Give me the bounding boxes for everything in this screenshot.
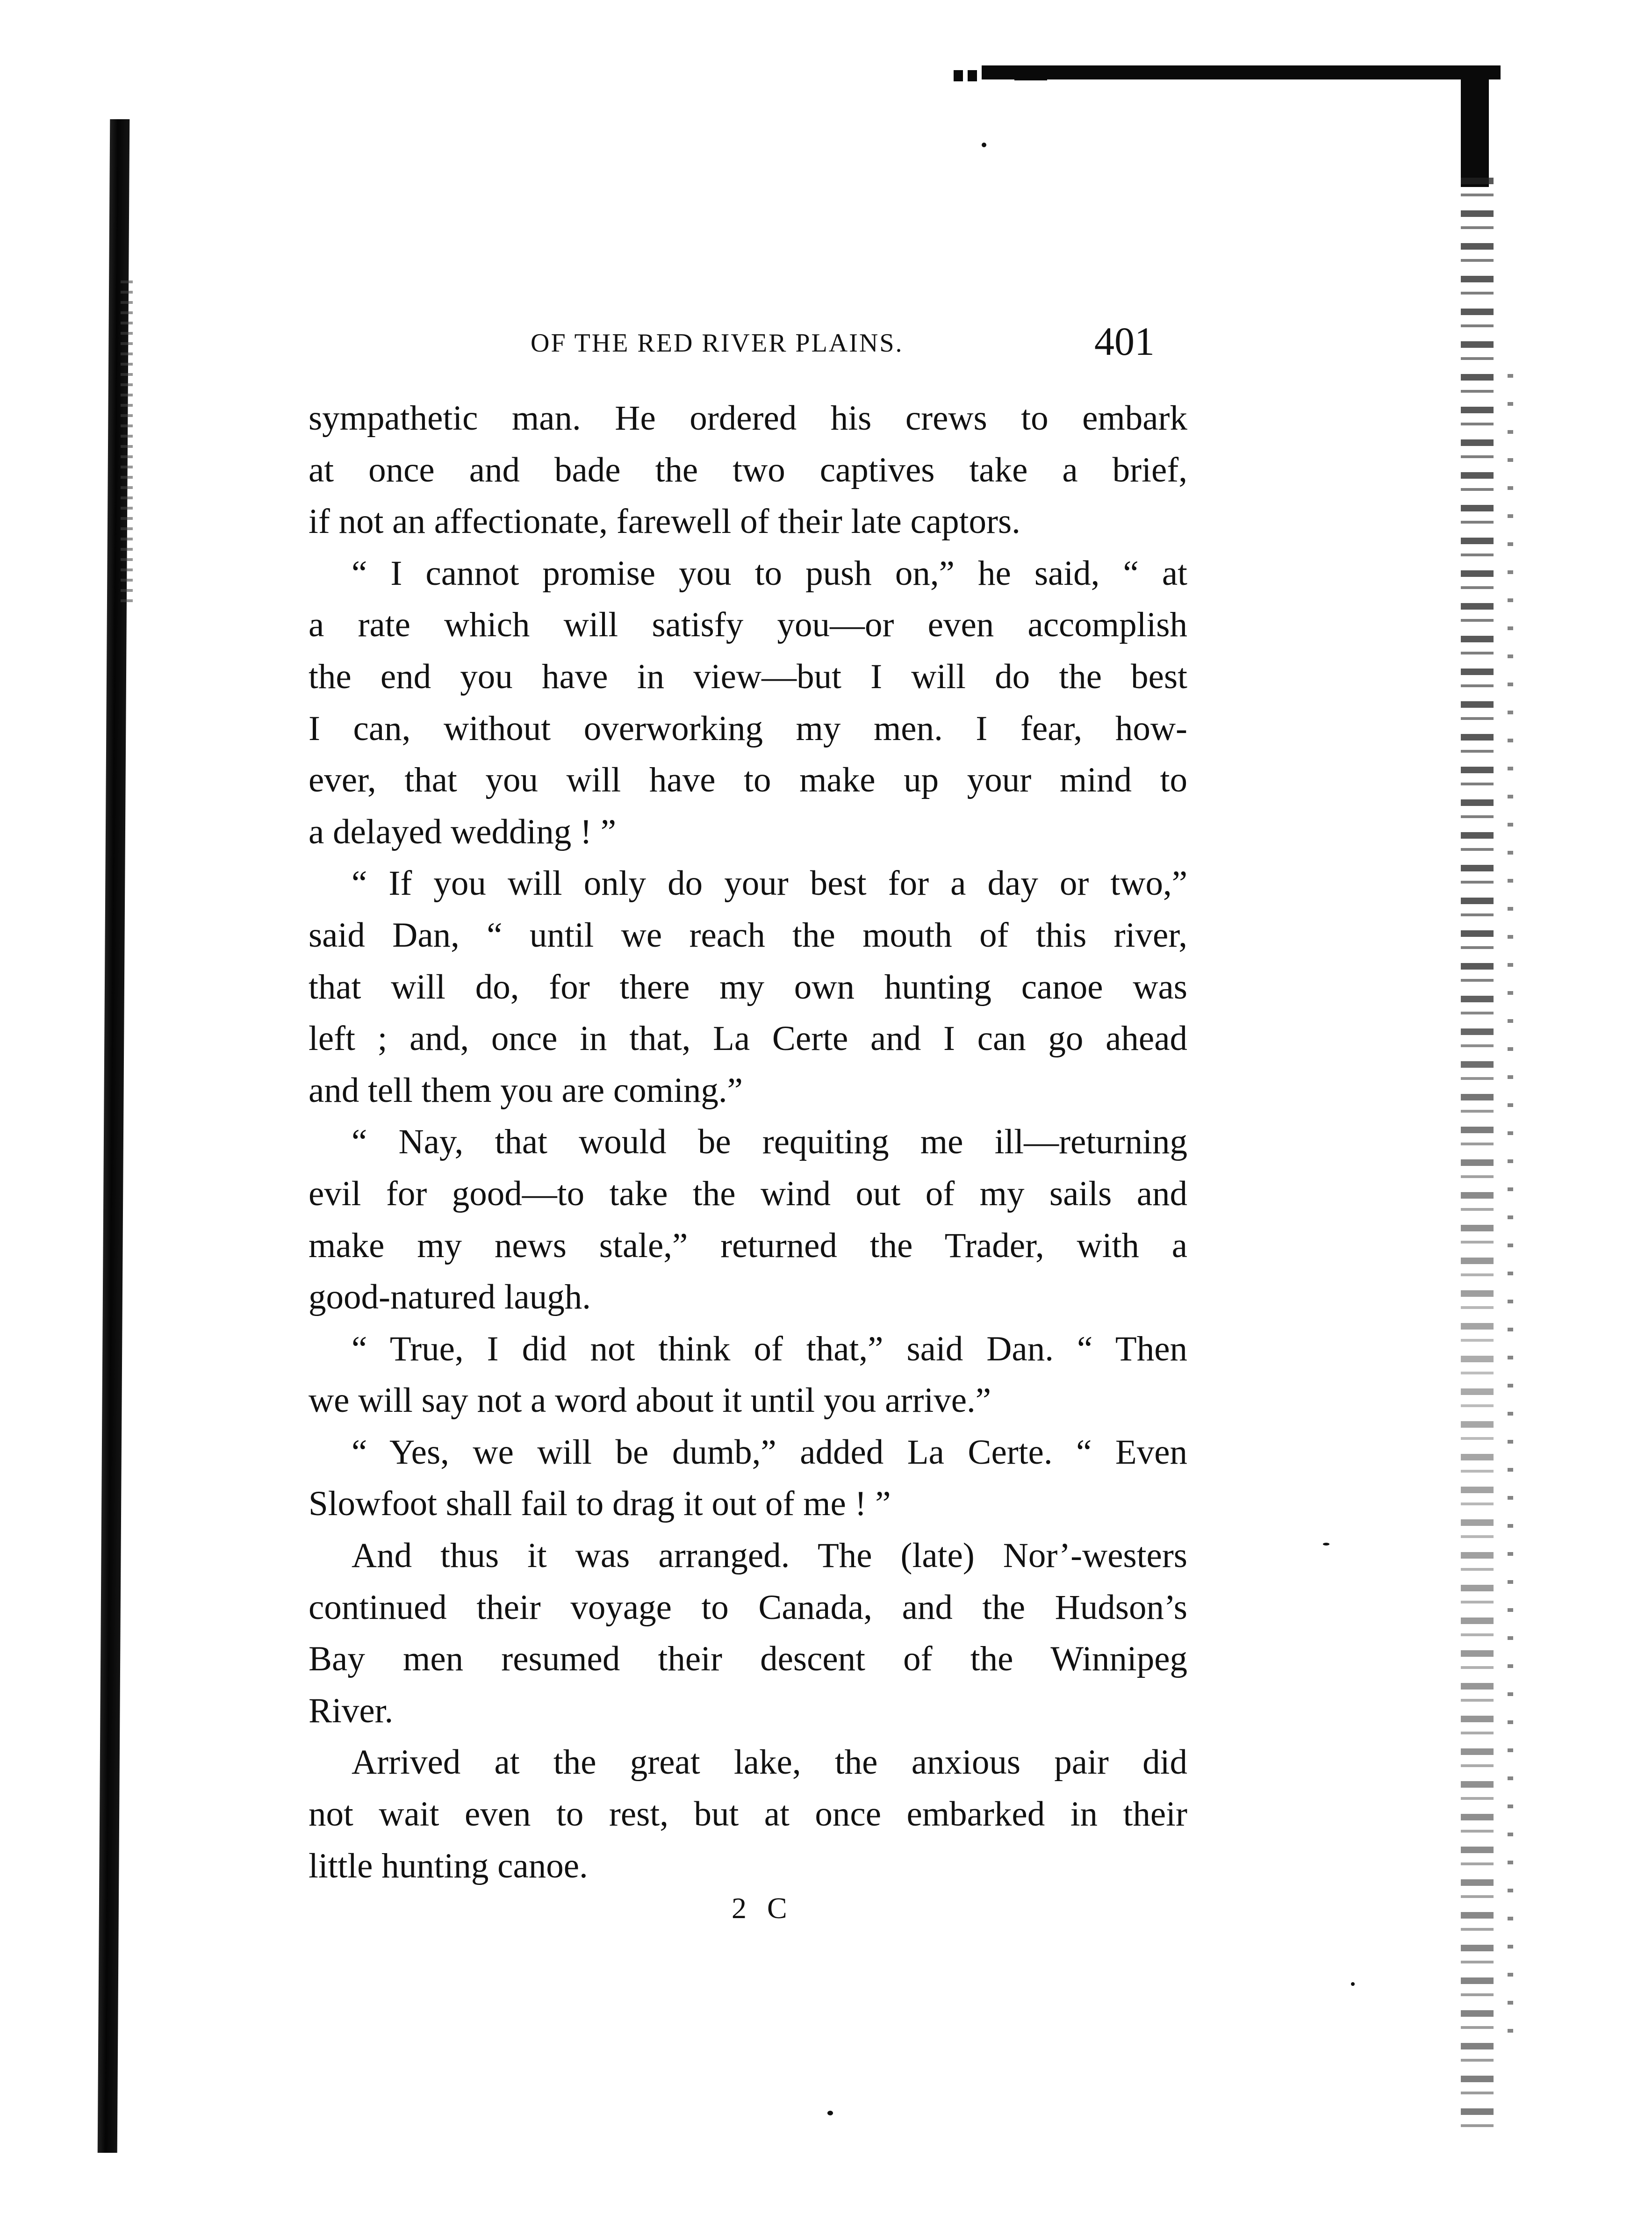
text-line: little hunting canoe. bbox=[309, 1846, 588, 1885]
scan-edge-right bbox=[1461, 70, 1489, 187]
text-line: said Dan, “ until we reach the mouth of this river, bbox=[309, 915, 1187, 955]
text-line: ever, that you will have to make up your mind to bbox=[309, 761, 1187, 800]
text-line: And thus it was arranged. The (late) Nor’-westers bbox=[352, 1536, 1187, 1575]
text-line: at once and bade the two captives take a brief, bbox=[309, 450, 1187, 489]
text-line: “ Nay, that would be requiting me ill—returning bbox=[352, 1122, 1187, 1162]
scan-speck bbox=[827, 2111, 833, 2115]
scan-speck bbox=[1323, 1543, 1329, 1546]
text-line: left ; and, once in that, La Certe and I can go ahead bbox=[309, 1019, 1187, 1058]
paragraph bbox=[309, 1116, 1187, 1323]
running-head bbox=[309, 318, 1187, 369]
scan-mark-top bbox=[954, 70, 963, 81]
paragraph bbox=[309, 1427, 1187, 1530]
scan-speck bbox=[982, 143, 986, 147]
text-line: sympathetic man. He ordered his crews to embark bbox=[309, 399, 1187, 438]
text-line: River. bbox=[309, 1691, 394, 1730]
text-line: continued their voyage to Canada, and the Hudson’s bbox=[309, 1588, 1187, 1627]
body-text bbox=[309, 393, 1187, 1892]
page-number: 401 bbox=[1094, 319, 1155, 364]
text-line: Bay men resumed their descent of the Winnipeg bbox=[309, 1639, 1187, 1679]
scan-noise-right-outer bbox=[1508, 374, 1513, 2057]
text-line: not wait even to rest, but at once embarked in their bbox=[309, 1795, 1187, 1834]
text-line: the end you have in view—but I will do the best bbox=[309, 657, 1187, 696]
text-line: “ Yes, we will be dumb,” added La Certe. “ Even bbox=[352, 1432, 1187, 1472]
text-line: evil for good—to take the wind out of my sails and bbox=[309, 1174, 1187, 1213]
text-line: I can, without overworking my men. I fear, how- bbox=[309, 709, 1187, 748]
scan-mark-top bbox=[968, 70, 977, 81]
paragraph bbox=[309, 858, 1187, 1116]
text-line: “ I cannot promise you to push on,” he said, “ at bbox=[352, 554, 1187, 593]
signature-mark: 2 C bbox=[732, 1891, 794, 1925]
running-head-title: OF THE RED RIVER PLAINS. bbox=[531, 329, 904, 358]
text-line: Arrived at the great lake, the anxious pair did bbox=[352, 1743, 1187, 1782]
text-line: a rate which will satisfy you—or even accomplish bbox=[309, 605, 1187, 645]
paragraph bbox=[309, 1530, 1187, 1737]
text-line: if not an affectionate, farewell of their late captors. bbox=[309, 502, 1020, 541]
scan-speck bbox=[1351, 1982, 1355, 1986]
text-line: we will say not a word about it until you arrive.” bbox=[309, 1381, 991, 1420]
paragraph bbox=[309, 1737, 1187, 1892]
paragraph bbox=[309, 393, 1187, 548]
text-line: “ If you will only do your best for a day or two,” bbox=[352, 864, 1187, 903]
scan-edge-top bbox=[982, 65, 1501, 79]
text-line: good-natured laugh. bbox=[309, 1278, 591, 1317]
scan-noise-right bbox=[1461, 178, 1494, 2141]
text-line: a delayed wedding ! ” bbox=[309, 812, 617, 851]
paragraph bbox=[309, 1323, 1187, 1427]
text-line: make my news stale,” returned the Trader, with a bbox=[309, 1226, 1187, 1265]
paragraph bbox=[309, 548, 1187, 858]
text-line: that will do, for there my own hunting canoe was bbox=[309, 967, 1187, 1007]
text-line: Slowfoot shall fail to drag it out of me ! ” bbox=[309, 1484, 891, 1524]
scan-speckle-left bbox=[121, 280, 133, 608]
text-line: and tell them you are coming.” bbox=[309, 1071, 743, 1110]
text-line: “ True, I did not think of that,” said Dan. “ Then bbox=[352, 1329, 1187, 1368]
